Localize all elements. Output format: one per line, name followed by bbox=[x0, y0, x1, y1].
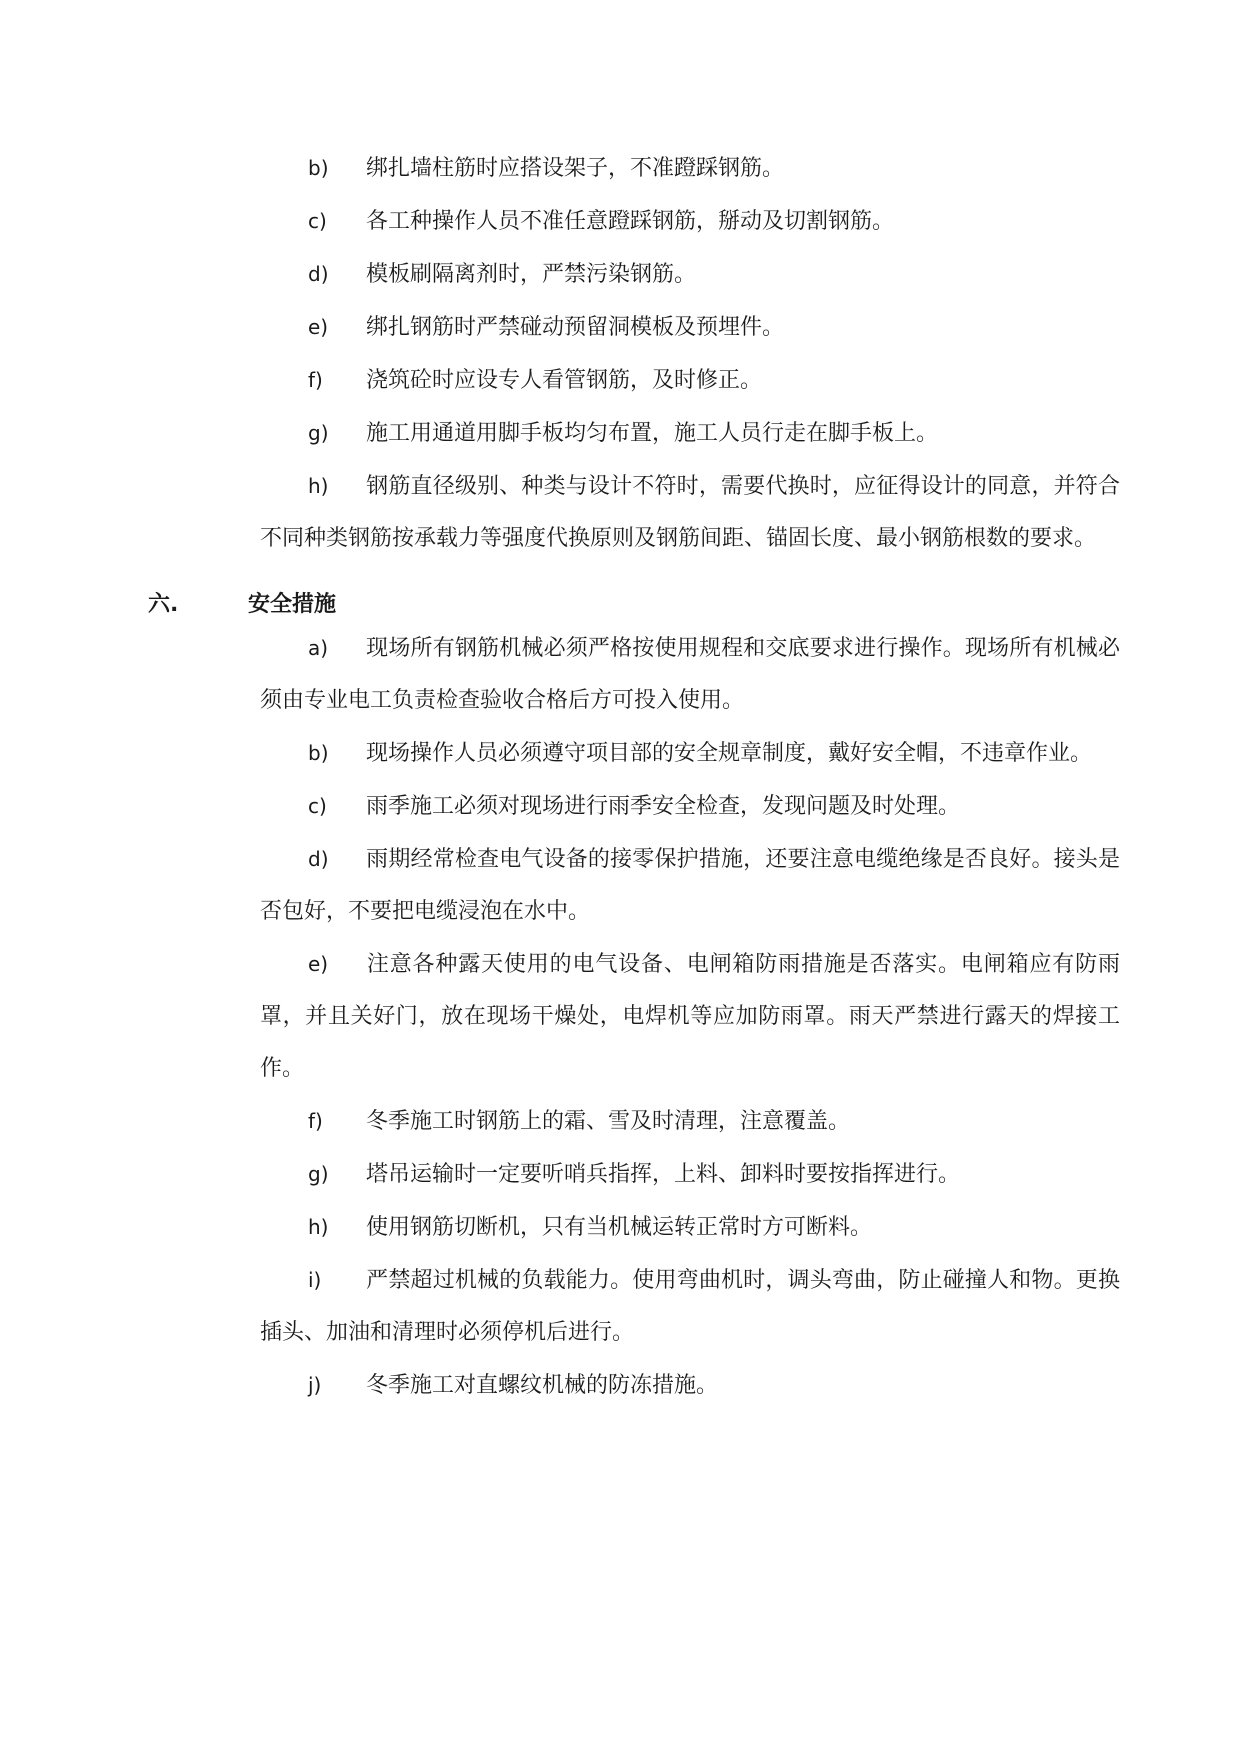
list-item bbox=[260, 833, 1120, 938]
section-title: 安全措施 bbox=[248, 592, 337, 617]
section-heading bbox=[148, 585, 848, 625]
item-marker: g) bbox=[308, 1162, 329, 1186]
item-text: 雨期经常检查电气设备的接零保护措施，还要注意电缆绝缘是否良好。接头是否包好，不要把电缆浸泡在水中。 bbox=[260, 847, 1120, 924]
item-text: 注意各种露天使用的电气设备、电闸箱防雨措施是否落实。电闸箱应有防雨罩，并且关好门，放在现场干燥处，电焊机等应加防雨罩。雨天严禁进行露天的焊接工作。 bbox=[260, 952, 1120, 1081]
section-number: 六. bbox=[148, 592, 179, 617]
item-text: 各工种操作人员不准任意蹬踩钢筋，掰动及切割钢筋。 bbox=[366, 209, 895, 234]
list-item bbox=[260, 460, 1120, 565]
prev-section-list bbox=[260, 142, 1120, 565]
list-item bbox=[260, 354, 1120, 407]
list-item bbox=[260, 301, 1120, 354]
item-text: 严禁超过机械的负载能力。使用弯曲机时，调头弯曲，防止碰撞人和物。更换插头、加油和清理时必须停机后进行。 bbox=[260, 1268, 1120, 1345]
list-item bbox=[260, 1095, 1120, 1148]
item-marker: g) bbox=[308, 421, 329, 445]
list-item bbox=[260, 1148, 1120, 1201]
item-text: 绑扎墙柱筋时应搭设架子，不准蹬踩钢筋。 bbox=[366, 156, 785, 181]
item-text: 冬季施工对直螺纹机械的防冻措施。 bbox=[366, 1373, 719, 1398]
list-item bbox=[260, 248, 1120, 301]
item-marker: d) bbox=[308, 262, 329, 286]
list-item bbox=[260, 1254, 1120, 1359]
item-marker: b) bbox=[308, 156, 329, 180]
item-text: 浇筑砼时应设专人看管钢筋，及时修正。 bbox=[366, 368, 763, 393]
item-marker: h) bbox=[308, 1215, 329, 1239]
item-marker: c) bbox=[308, 209, 327, 233]
item-marker: i) bbox=[308, 1268, 322, 1292]
item-text: 绑扎钢筋时严禁碰动预留洞模板及预埋件。 bbox=[366, 315, 785, 340]
list-item bbox=[260, 938, 1120, 1095]
item-marker: h) bbox=[308, 474, 329, 498]
item-text: 现场所有钢筋机械必须严格按使用规程和交底要求进行操作。现场所有机械必须由专业电工负责检查验收合格后方可投入使用。 bbox=[260, 636, 1120, 713]
item-text: 施工用通道用脚手板均匀布置，施工人员行走在脚手板上。 bbox=[366, 421, 939, 446]
list-item bbox=[260, 195, 1120, 248]
item-text: 钢筋直径级别、种类与设计不符时，需要代换时，应征得设计的同意，并符合不同种类钢筋按承载力等强度代换原则及钢筋间距、锚固长度、最小钢筋根数的要求。 bbox=[260, 474, 1120, 551]
list-item bbox=[260, 727, 1120, 780]
list-item bbox=[260, 142, 1120, 195]
item-marker: f) bbox=[308, 1109, 323, 1133]
item-text: 冬季施工时钢筋上的霜、雪及时清理，注意覆盖。 bbox=[366, 1109, 851, 1134]
item-marker: d) bbox=[308, 847, 329, 871]
item-marker: f) bbox=[308, 368, 323, 392]
item-text: 模板刷隔离剂时，严禁污染钢筋。 bbox=[366, 262, 697, 287]
safety-measures-list bbox=[260, 622, 1120, 1412]
list-item bbox=[260, 407, 1120, 460]
item-marker: a) bbox=[308, 636, 329, 660]
item-marker: e) bbox=[308, 952, 329, 976]
item-text: 使用钢筋切断机，只有当机械运转正常时方可断料。 bbox=[366, 1215, 873, 1240]
list-item bbox=[260, 1201, 1120, 1254]
item-marker: c) bbox=[308, 794, 327, 818]
item-marker: e) bbox=[308, 315, 329, 339]
item-marker: j) bbox=[308, 1373, 322, 1397]
item-text: 现场操作人员必须遵守项目部的安全规章制度，戴好安全帽，不违章作业。 bbox=[366, 741, 1093, 766]
item-text: 雨季施工必须对现场进行雨季安全检查，发现问题及时处理。 bbox=[366, 794, 961, 819]
item-text: 塔吊运输时一定要听哨兵指挥，上料、卸料时要按指挥进行。 bbox=[366, 1162, 961, 1187]
list-item bbox=[260, 622, 1120, 727]
list-item bbox=[260, 780, 1120, 833]
list-item bbox=[260, 1359, 1120, 1412]
item-marker: b) bbox=[308, 741, 329, 765]
